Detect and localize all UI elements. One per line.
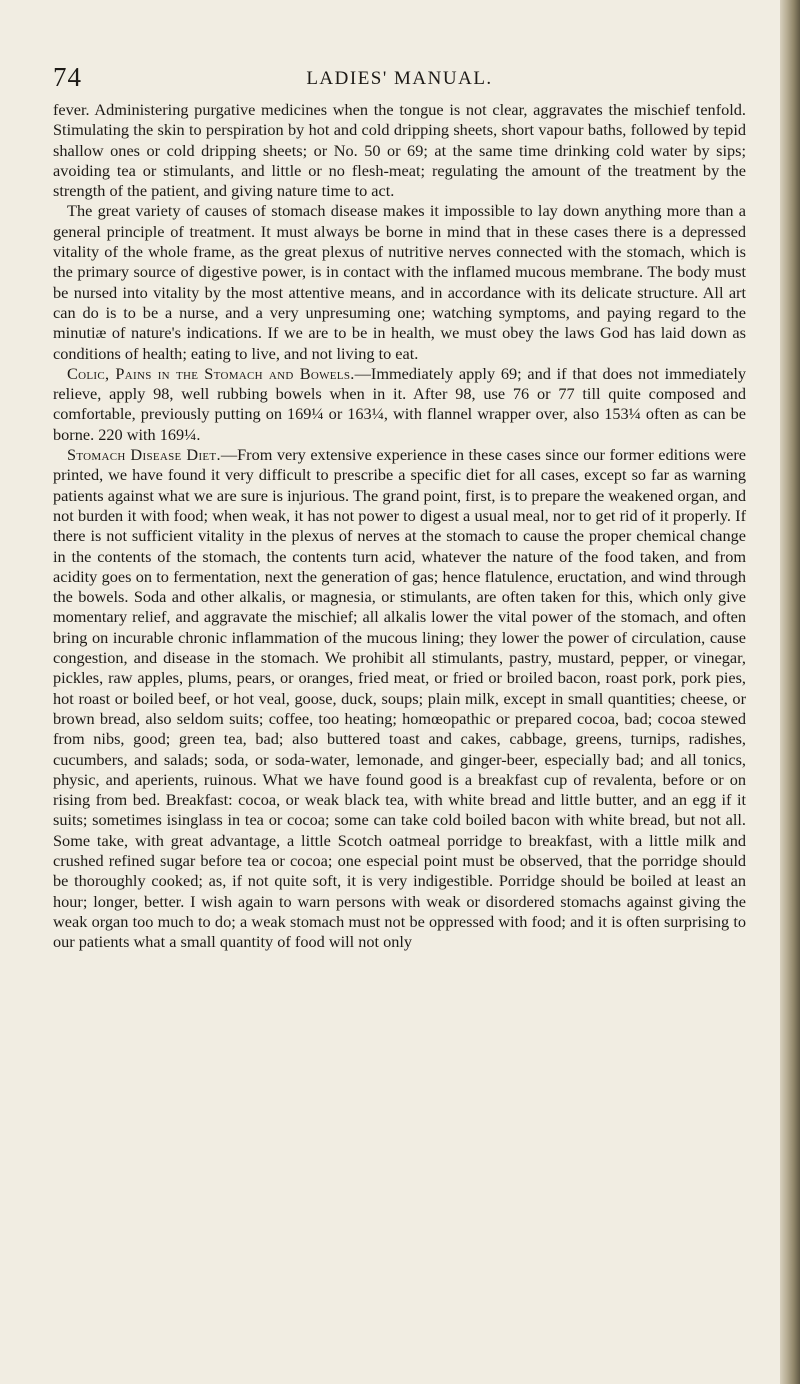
paragraph-stomach-diet <box>53 445 746 952</box>
page-edge <box>780 0 800 1384</box>
paragraph-text: —Immediately apply 69; and if that does not immediately relieve, apply 98, well rubbing bowels when in it. After 98, use 76 or 77 till quite composed and comfortable, previously putting on 169¼ or 163¼, with flannel wrapper over, also 153¼ often as can be borne. 220 with 169¼. <box>53 363 746 444</box>
paragraph-stomach-disease-causes <box>53 201 746 363</box>
paragraph-text: The great variety of causes of stomach disease makes it impossible to lay down anything more than a general principle of treatment. It must always be borne in mind that in these cases there is a depressed vitality of the whole frame, as the great plexus of nutritive nerves connected with the stomach, which is the primary source of digestive power, is in contact with the inflamed mucous membrane. The body must be nursed into vitality by the most attentive means, and in accordance with its delicate structure. All art can do is to be a nurse, and a very unpresuming one; watching symptoms, and paying regard to the minutiæ of nature's indications. If we are to be in health, we must obey the laws God has laid down as conditions of health; eating to live, and not living to eat. <box>53 201 746 363</box>
running-title: LADIES' MANUAL. <box>306 68 493 89</box>
page-header <box>53 62 746 92</box>
paragraph-fever-treatment <box>53 100 746 201</box>
body-text <box>53 100 746 952</box>
section-heading: Colic, Pains in the Stomach and Bowels. <box>67 363 355 383</box>
page-number: 74 <box>53 62 82 92</box>
section-heading: Stomach Disease Diet. <box>67 445 221 465</box>
paragraph-text: fever. Administering purgative medicines when the tongue is not clear, aggravates the mischief tenfold. Stimulating the skin to perspiration by hot and cold dripping sheets, short vapour baths, followed by tepid shallow ones or cold dripping sheets; or No. 50 or 69; at the same time drinking cold water by sips; avoiding tea or stimulants, and little or no flesh-meat; regulating the amount of the treatment by the strength of the patient, and giving nature time to act. <box>53 100 746 201</box>
paragraph-text: —From very extensive experience in these cases since our former editions were printed, we have found it very difficult to prescribe a specific diet for all cases, except so far as warning patients against what we are sure is injurious. The grand point, first, is to prepare the weakened organ, and not burden it with food; when weak, it has not power to digest a usual meal, nor to get rid of it properly. If there is not sufficient vitality in the plexus of nerves at the stomach to cause the proper chemical change in the contents of the stomach, the contents turn acid, whatever the nature of the food taken, and from acidity goes on to fermentation, next the generation of gas; hence flatulence, eructation, and wind through the bowels. Soda and other alkalis, or magnesia, or stimulants, are often taken for this, which only give momentary relief, and aggravate the mischief; all alkalis lower the vital power of the stomach, and often bring on incurable chronic inflammation of the mucous lining; they lower the power of circulation, cause congestion, and disease in the stomach. We prohibit all stimulants, pastry, mustard, pepper, or vinegar, pickles, raw apples, plums, pears, or oranges, fried meat, or fried or broiled bacon, roast pork, pork pies, hot roast or boiled beef, or hot veal, goose, duck, soups; plain milk, except in small quantities; cheese, or brown bread, also seldom suits; coffee, too heating; homœopathic or prepared cocoa, bad; cocoa stewed from nibs, good; green tea, bad; also buttered toast and cakes, cabbage, greens, turnips, radishes, cucumbers, and salads; soda, or soda-water, lemonade, and ginger-beer, especially bad; and all tonics, physic, and aperients, ruinous. What we have found good is a breakfast cup of revalenta, before or on rising from bed. Breakfast: cocoa, or weak black tea, with white bread and little butter, and an egg if it suits; sometimes isinglass in tea or cocoa; some can take cold boiled bacon with white bread, but not all. Some take, with great advantage, a little Scotch oatmeal porridge to breakfast, with a little milk and crushed refined sugar before tea or cocoa; one especial point must be observed, that the porridge should be thoroughly cooked; as, if not quite soft, it is very indigestible. Porridge should be boiled at least an hour; longer, better. I wish again to warn persons with weak or disordered stomachs against giving the weak organ too much to do; a weak stomach must not be oppressed with food; and it is often surprising to our patients what a small quantity of food will not only <box>53 445 746 952</box>
paragraph-colic <box>53 364 746 445</box>
